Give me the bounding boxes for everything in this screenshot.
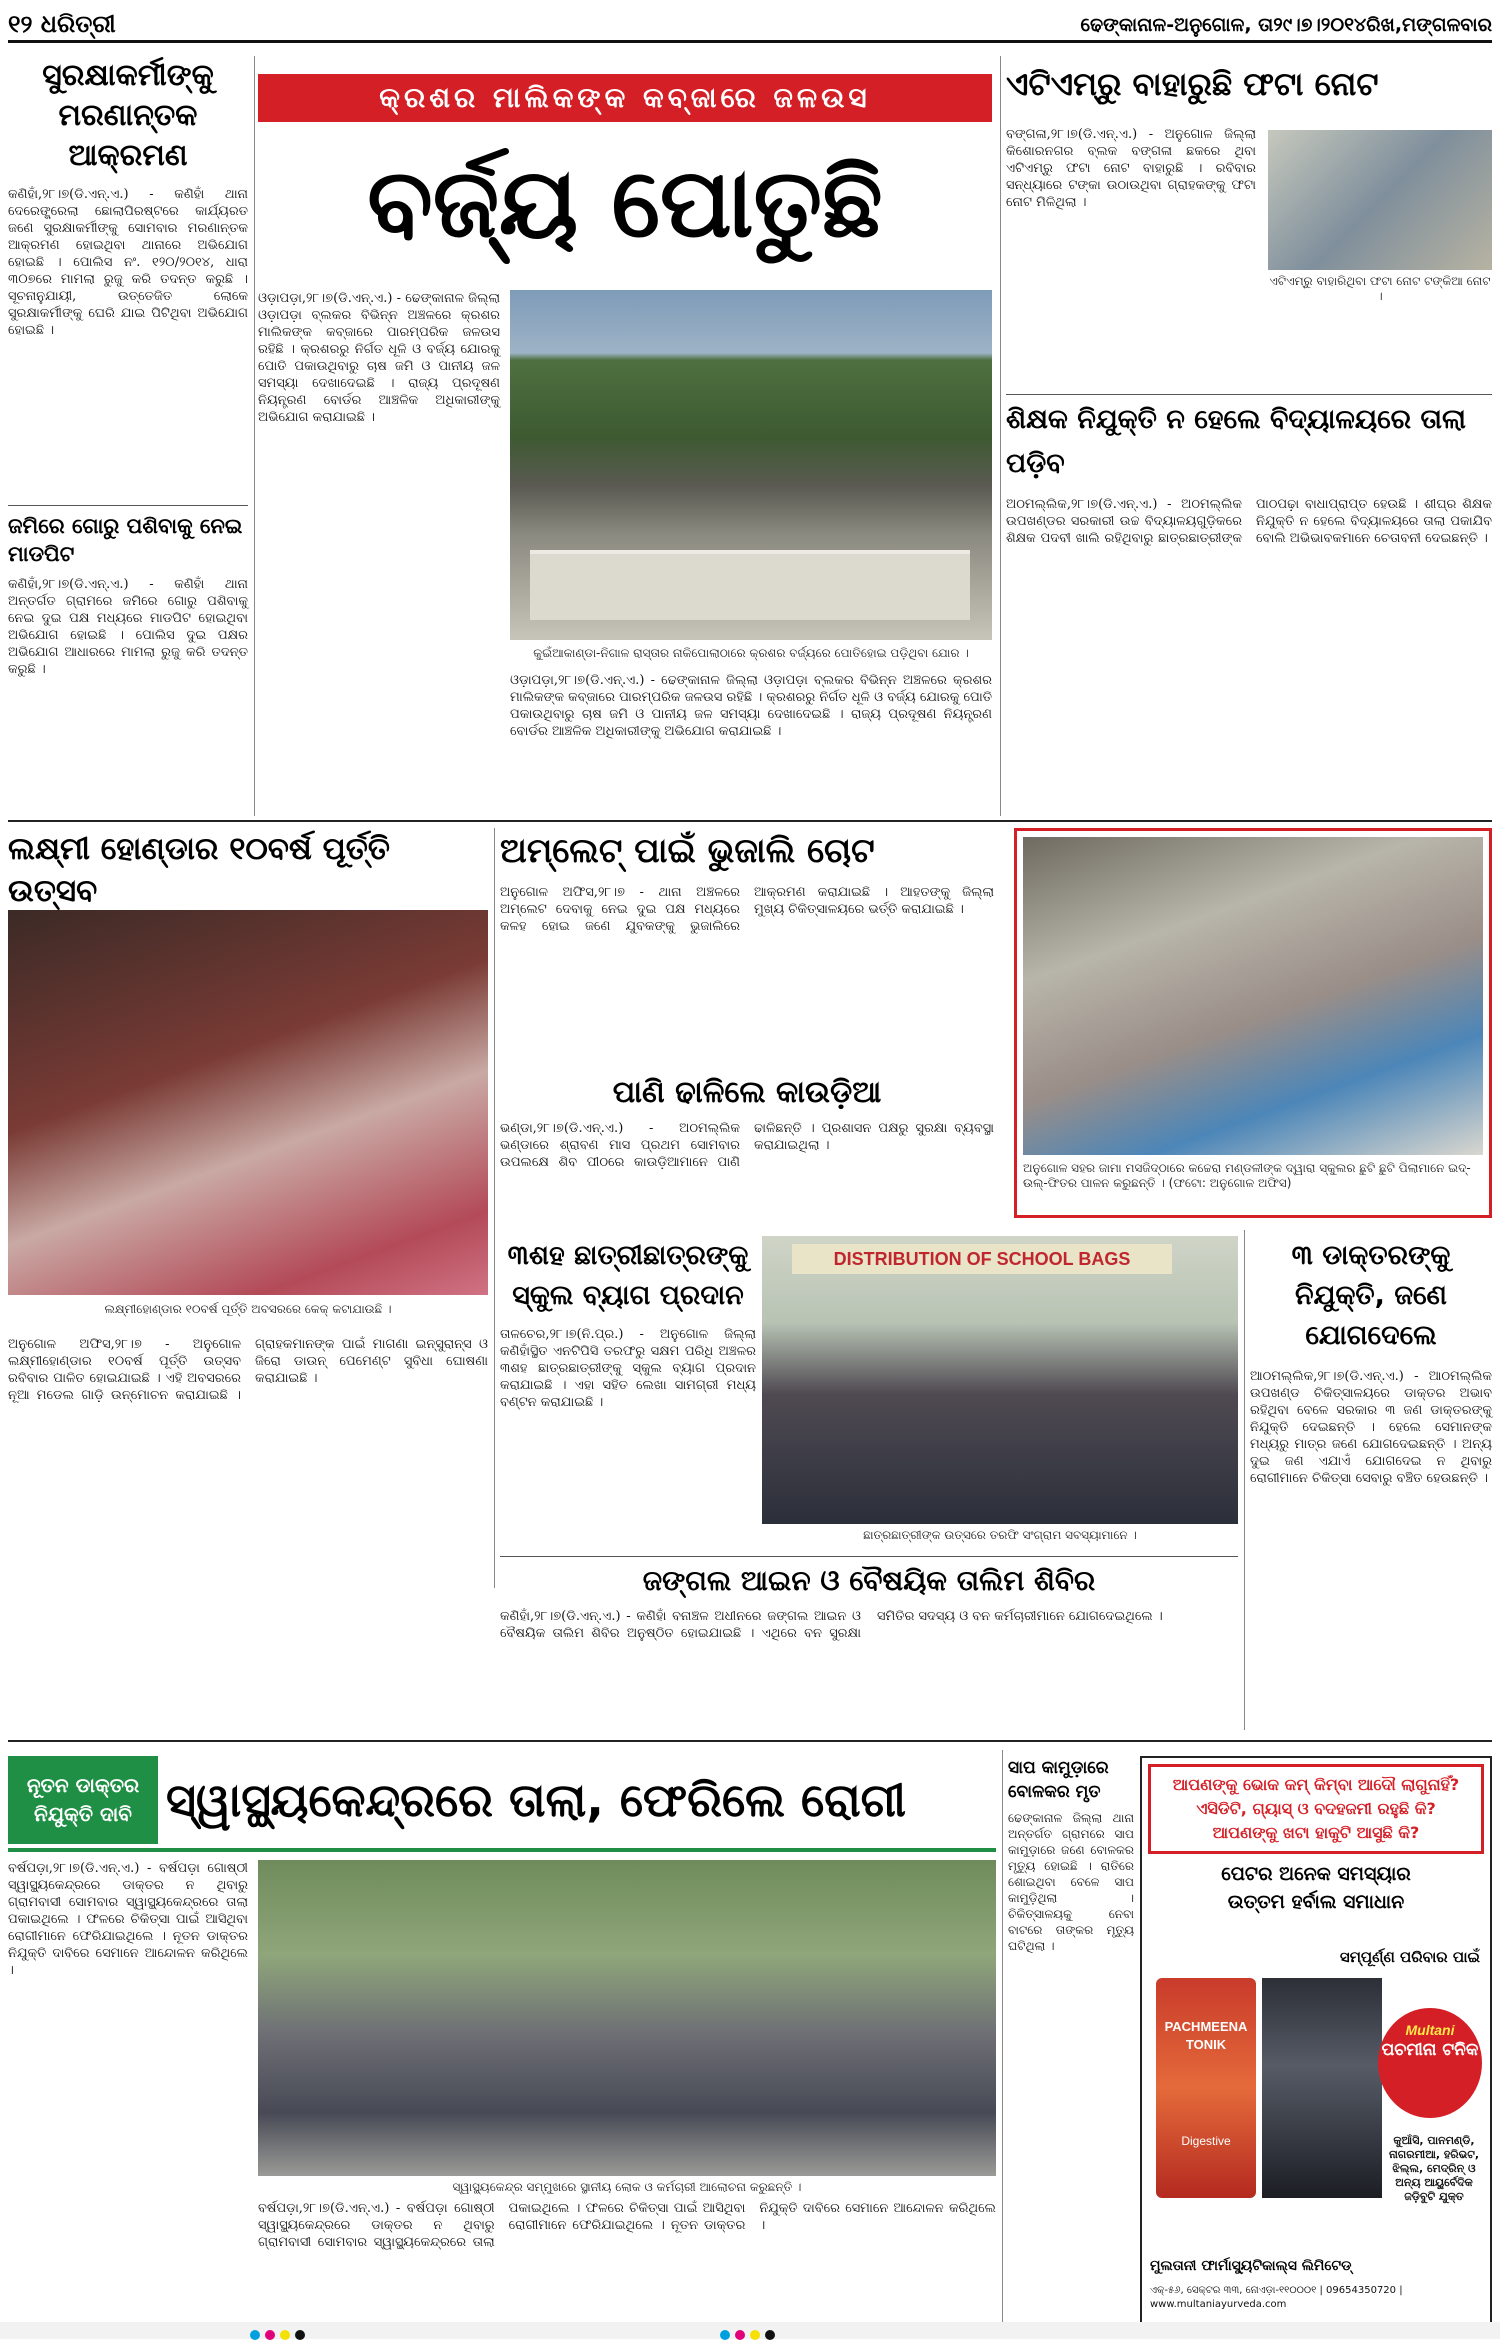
schoolbag-banner: DISTRIBUTION OF SCHOOL BAGS bbox=[792, 1244, 1172, 1274]
body-text: ଅଠମଲ୍ଲିକ,୨୮।୭(ଡି.ଏନ୍.ଏ.) - ଅଠମଲ୍ଲିକ ଉପଖଣ୍ଡର ସରକାରୀ ଉଚ୍ଚ ବିଦ୍ୟାଳୟଗୁଡ଼ିକରେ ଶିକ୍ଷକ ପଦବୀ ଖାଲି ରହିଥିବାରୁ ଛାତ୍ରଛାତ୍ରୀଙ୍କ ପାଠପଢ଼ା ବାଧାପ୍ରାପ୍ତ ହେଉଛି । ଶୀଘ୍ର ଶିକ୍ଷକ ନିଯୁକ୍ତି ନ ହେଲେ ବିଦ୍ୟାଳୟରେ ତାଲା ପକାଯିବ ବୋଲି ଅଭିଭାବକମାନେ ଚେତାବନୀ ଦେଇଛନ୍ତି । bbox=[1006, 497, 1492, 546]
bridge-railing bbox=[530, 550, 970, 620]
ad-question-band: ଆପଣଙ୍କୁ ଭୋକ କମ୍ କିମ୍ବା ଆଦୌ ଲାଗୁନାହିଁ? ଏସିଡିଟି, ଗ୍ୟାସ୍ ଓ ବଦହଜମୀ ରହୁଛି କି? ଆପଣଙ୍କୁ ଖଟା ହାକୁଟି ଆସୁଛି କି? bbox=[1148, 1764, 1484, 1854]
main-body-cont: ଓଡ଼ାପଡ଼ା,୨୮।୭(ଡି.ଏନ୍.ଏ.) - ଢେଙ୍କାନାଳ ଜିଲ୍ଲା ଓଡ଼ାପଡ଼ା ବ୍ଲକର ବିଭିନ୍ନ ଅଞ୍ଚଳରେ କ୍ରଶର ମାଲିକଙ୍କ କବ୍ଜାରେ ପାରମ୍ପରିକ ଜଳଉସ ରହିଛି । କ୍ରଶରରୁ ନିର୍ଗତ ଧୂଳି ଓ ବର୍ଜ୍ୟ ଯୋରକୁ ପୋତି ପକାଉଥିବାରୁ ଚାଷ ଜମି ଓ ପାନୀୟ ଜଳ ସମସ୍ୟା ଦେଖାଦେଇଛି । ରାଜ୍ୟ ପ୍ରଦୂଷଣ ନିୟନ୍ତ୍ରଣ ବୋର୍ଡର ଆଞ୍ଚଳିକ ଅଧିକାରୀଙ୍କୁ ଅଭିଯୋଗ କରାଯାଇଛି । bbox=[510, 673, 992, 739]
ad-line2: ଉତ୍ତମ ହର୍ବାଲ ସମାଧାନ bbox=[1227, 1891, 1405, 1913]
atm-notes-photo bbox=[1268, 130, 1492, 270]
registration-marks bbox=[250, 2325, 305, 2344]
health-body-cont: ବର୍ଷପଡ଼ା,୨୮।୭(ଡି.ଏନ୍.ଏ.) - ବର୍ଷପଡ଼ା ଗୋଷ୍ଠୀ ସ୍ୱାସ୍ଥ୍ୟକେନ୍ଦ୍ରରେ ଡାକ୍ତର ନ ଥିବାରୁ ଗ୍ରାମବାସୀ ସୋମବାର ସ୍ୱାସ୍ଥ୍ୟକେନ୍ଦ୍ରରେ ତାଲା ପକାଇଥିଲେ । ଫଳରେ ଚିକିତ୍ସା ପାଇଁ ଆସିଥିବା ରୋଗୀମାନେ ଫେରିଯାଇଥିଲେ । ନୂତନ ଡାକ୍ତର ନିଯୁକ୍ତି ଦାବିରେ ସେମାନେ ଆନ୍ଦୋଳନ କରିଥିଲେ । bbox=[258, 2201, 996, 2250]
header-rule bbox=[8, 40, 1492, 43]
main-headline: ବର୍ଜ୍ୟ ପୋତୁଛି bbox=[367, 146, 883, 259]
ad-multani bbox=[1140, 1756, 1492, 2336]
headline: ଜମିରେ ଗୋରୁ ପଶିବାକୁ ନେଇ ମାଡପିଟ bbox=[8, 514, 243, 566]
headline: ପାଣି ଢାଳିଲେ କାଉଡ଼ିଆ bbox=[612, 1075, 882, 1110]
headline: ଅମ୍ଲେଟ୍ ପାଇଁ ଭୁଜାଲି ଚୋଟ bbox=[500, 831, 875, 871]
ad-family: ସମ୍ପୂର୍ଣ୍ଣ ପରିବାର ପାଇଁ bbox=[1339, 1948, 1480, 1966]
edition-line: ଢେଙ୍କାନାଳ-ଅନୁଗୋଳ, ତା୨୯।୭।୨୦୧୪ରିଖ,ମଙ୍ଗଳବାର bbox=[1080, 14, 1492, 36]
main-kicker: କ୍ରଶର ମାଲିକଙ୍କ କବ୍ଜାରେ ଜଳଉସ bbox=[379, 81, 871, 114]
page-number: ୧୨ ଧରିତ୍ରୀ bbox=[8, 10, 116, 38]
main-kicker-band bbox=[258, 74, 992, 122]
story-forest-training bbox=[500, 1560, 1238, 1730]
honda-cake-photo bbox=[8, 910, 488, 1295]
body-text: କଣିହାଁ,୨୮।୭(ଡି.ଏନ୍.ଏ.) - କଣିହାଁ ଥାନା ଦେରେଙ୍ଗ୍ରେଲା ଛୋଲାପିରଷ୍ଟରେ କାର୍ଯ୍ୟରତ ଜଣେ ସୁରକ୍ଷାକର୍ମୀଙ୍କୁ ସୋମବାର ମରଣାନ୍ତକ ଆକ୍ରମଣ ହୋଇଥିବା ଥାନାରେ ଅଭିଯୋଗ ହୋଇଛି । ପୋଲିସ ନଂ. ୧୨୦/୨୦୧୪, ଧାରା ୩୦୭ରେ ମାମଲା ରୁଜୁ କରି ତଦନ୍ତ କରୁଛି । ସୂଚନାନୁଯାୟୀ, ଉତ୍ତେଜିତ ଲୋକେ ସୁରକ୍ଷାକର୍ମୀଙ୍କୁ ଘେରି ଯାଇ ପିଟିଥିବା ଅଭିଯୋଗ ହୋଇଛି । bbox=[8, 187, 248, 338]
health-tag: ନୂତନ ଡାକ୍ତର ନିଯୁକ୍ତି ଦାବି bbox=[8, 1756, 158, 1844]
body-text: ଆଠମଲ୍ଲିକ,୨୮।୭(ଡି.ଏନ୍.ଏ.) - ଆଠମଲ୍ଲିକ ଉପଖଣ୍ଡ ଚିକିତ୍ସାଳୟରେ ଡାକ୍ତର ଅଭାବ ରହିଥିବା ବେଳେ ସରକାର ୩ ଜଣ ଡାକ୍ତରଙ୍କୁ ନିଯୁକ୍ତି ଦେଇଛନ୍ତି । ହେଲେ ସେମାନଙ୍କ ମଧ୍ୟରୁ ମାତ୍ର ଜଣେ ଯୋଗଦେଇଛନ୍ତି । ଅନ୍ୟ ଦୁଇ ଜଣ ଏଯାଏଁ ଯୋଗଦେଇ ନ ଥିବାରୁ ରୋଗୀମାନେ ଚିକିତ୍ସା ସେବାରୁ ବଞ୍ଚିତ ହେଉଛନ୍ତି । bbox=[1250, 1369, 1492, 1486]
body-text: ତାଳଚେର,୨୮।୭(ନି.ପ୍ର.) - ଅନୁଗୋଳ ଜିଲ୍ଲା କଣିହାଁସ୍ଥିତ ଏନଟିପିସି ତରଫରୁ ସକ୍ଷମ ପରିଧି ଅଞ୍ଚଳର ୩ଶହ ଛାତ୍ରଛାତ୍ରୀଙ୍କୁ ସ୍କୁଲ ବ୍ୟାଗ ପ୍ରଦାନ କରାଯାଇଛି । ଏହା ସହିତ ଲେଖା ସାମଗ୍ରୀ ମଧ୍ୟ ବଣ୍ଟନ କରାଯାଇଛି । bbox=[500, 1327, 756, 1410]
story-omelette bbox=[500, 828, 994, 1068]
ad-model-photo bbox=[1262, 1978, 1382, 2198]
story-cattle-clash bbox=[8, 512, 248, 812]
health-headline: ସ୍ୱାସ୍ଥ୍ୟକେନ୍ଦ୍ରରେ ତାଲା, ଫେରିଲେ ରୋଗୀ bbox=[166, 1773, 907, 1827]
ad-line1: ପେଟର ଅନେକ ସମସ୍ୟାର bbox=[1221, 1863, 1411, 1885]
health-photo bbox=[258, 1860, 996, 2176]
ad-contact: ଏକ୍-୫୬, ସେକ୍ଟର ୩୩, ନୋଏଡ଼ା-୧୧୦୦୦୧ | 09654350720 | www.multaniayurveda.com bbox=[1150, 2285, 1403, 2310]
headline: ୩ ଡାକ୍ତରଙ୍କୁ ନିଯୁକ୍ତି, ଜଣେ ଯୋଗଦେଲେ bbox=[1291, 1240, 1451, 1351]
ad-company: ମୁଲତାନୀ ଫାର୍ମାସ୍ୟୁଟିକାଲ୍ସ ଲିମିଟେଡ୍ bbox=[1150, 2258, 1352, 2274]
headline: ଲକ୍ଷ୍ମୀ ହୋଣ୍ଡାର ୧୦ବର୍ଷ ପୂର୍ତ୍ତି ଉତ୍ସବ bbox=[8, 831, 390, 909]
main-photo-quarry bbox=[510, 290, 992, 640]
product-bottle: PACHMEENA TONIK Digestive bbox=[1156, 1978, 1256, 2198]
headline: ଏଟିଏମ୍‌ରୁ ବାହାରୁଛି ଫଟା ନୋଟ bbox=[1006, 65, 1379, 103]
honda-photo-caption: ଲକ୍ଷ୍ମୀହୋଣ୍ଡାର ୧୦ବର୍ଷ ପୂର୍ତ୍ତି ଅବସରରେ କେକ୍ କଟାଯାଉଛି । bbox=[104, 1302, 392, 1316]
children-photo-box bbox=[1014, 828, 1492, 1218]
body-text: କଣିହାଁ,୨୮।୭(ଡି.ଏନ୍.ଏ.) - କଣିହାଁ ବନାଞ୍ଚଳ ଅଧୀନରେ ଜଙ୍ଗଲ ଆଇନ ଓ ବୈଷୟିକ ତାଲିମ ଶିବିର ଅନୁଷ୍ଠିତ ହୋଇଯାଇଛି । ଏଥିରେ ବନ ସୁରକ୍ଷା ସମିତିର ସଦସ୍ୟ ଓ ବନ କର୍ମଚାରୀମାନେ ଯୋଗଦେଇଥିଲେ । bbox=[500, 1609, 1163, 1641]
headline: ସୁରକ୍ଷାକର୍ମୀଙ୍କୁ ମରଣାନ୍ତକ ଆକ୍ରମଣ bbox=[42, 58, 214, 173]
ad-ingredients: କୁଆଁସି, ପାନମଣ୍ଡି, ନାଗରମୀଆ, ହରିଭଟ, ଝିଲ୍ଲ, ମେଦ୍‌ରିନ୍ ଓ ଅନ୍ୟ ଆୟୁର୍ବେଦିକ ଜଡ଼ିବୁଟି ଯୁକ୍ତ bbox=[1388, 2134, 1480, 2203]
health-photo-caption: ସ୍ୱାସ୍ଥ୍ୟକେନ୍ଦ୍ର ସମ୍ମୁଖରେ ସ୍ଥାନୀୟ ଲୋକ ଓ କର୍ମଚାରୀ ଆଲୋଚନା କରୁଛନ୍ତି । bbox=[452, 2180, 802, 2194]
registration-marks-right bbox=[720, 2325, 775, 2344]
schoolbag-caption: ଛାତ୍ରଛାତ୍ରୀଙ୍କ ଉତ୍ସରେ ତରଫି ସଂଗ୍ରାମ ସବସ୍ୟାମାନେ । bbox=[863, 1528, 1137, 1542]
health-body-left: ବର୍ଷପଡ଼ା,୨୮।୭(ଡି.ଏନ୍.ଏ.) - ବର୍ଷପଡ଼ା ଗୋଷ୍ଠୀ ସ୍ୱାସ୍ଥ୍ୟକେନ୍ଦ୍ରରେ ଡାକ୍ତର ନ ଥିବାରୁ ଗ୍ରାମବାସୀ ସୋମବାର ସ୍ୱାସ୍ଥ୍ୟକେନ୍ଦ୍ରରେ ତାଲା ପକାଇଥିଲେ । ଫଳରେ ଚିକିତ୍ସା ପାଇଁ ଆସିଥିବା ରୋଗୀମାନେ ଫେରିଯାଇଥିଲେ । ନୂତନ ଡାକ୍ତର ନିଯୁକ୍ତି ଦାବିରେ ସେମାନେ ଆନ୍ଦୋଳନ କରିଥିଲେ । bbox=[8, 1861, 248, 1978]
body-text: ବଙ୍ଗଳା,୨୮।୭(ଡି.ଏନ୍.ଏ.) - ଅନୁଗୋଳ ଜିଲ୍ଲା କିଶୋରନଗର ବ୍ଲକ ବଙ୍ଗଳା ଛକରେ ଥିବା ଏଟିଏମ୍‌ରୁ ଫଟା ନୋଟ ବାହାରୁଛି । ରବିବାର ସନ୍ଧ୍ୟାରେ ଟଙ୍କା ଉଠାଉଥିବା ଗ୍ରାହକଙ୍କୁ ଫଟା ନୋଟ ମିଳିଥିଲା । bbox=[1006, 127, 1256, 210]
story-teacher bbox=[1006, 398, 1492, 816]
main-body-left: ଓଡ଼ାପଡ଼ା,୨୮।୭(ଡି.ଏନ୍.ଏ.) - ଢେଙ୍କାନାଳ ଜିଲ୍ଲା ଓଡ଼ାପଡ଼ା ବ୍ଲକର ବିଭିନ୍ନ ଅଞ୍ଚଳରେ କ୍ରଶର ମାଲିକଙ୍କ କବ୍ଜାରେ ପାରମ୍ପରିକ ଜଳଉସ ରହିଛି । କ୍ରଶରରୁ ନିର୍ଗତ ଧୂଳି ଓ ବର୍ଜ୍ୟ ଯୋରକୁ ପୋତି ପକାଉଥିବାରୁ ଚାଷ ଜମି ଓ ପାନୀୟ ଜଳ ସମସ୍ୟା ଦେଖାଦେଇଛି । ରାଜ୍ୟ ପ୍ରଦୂଷଣ ନିୟନ୍ତ୍ରଣ ବୋର୍ଡର ଆଞ୍ଚଳିକ ଅଧିକାରୀଙ୍କୁ ଅଭିଯୋଗ କରାଯାଇଛି । bbox=[258, 291, 500, 425]
headline: ଜଙ୍ଗଲ ଆଇନ ଓ ବୈଷୟିକ ତାଲିମ ଶିବିର bbox=[642, 1564, 1096, 1597]
story-security-attack bbox=[8, 56, 248, 496]
headline: ୩ଶହ ଛାତ୍ରୀଛାତ୍ରଙ୍କୁ ସ୍କୁଲ ବ୍ୟାଗ ପ୍ରଦାନ bbox=[507, 1240, 749, 1311]
main-photo-caption: କୁଇଁଆକାଣ୍ଡା-ନିଗାଳ ରାସ୍ତାର ନାକିପୋଲାଠାରେ କ୍ରଶର ବର୍ଜ୍ୟରେ ପୋତିହୋଇ ପଡ଼ିଥିବା ଯୋର । bbox=[533, 646, 969, 660]
footer-strip bbox=[0, 2322, 1500, 2339]
story-snakebite bbox=[1008, 1756, 1134, 2330]
children-photo-caption: ଅନୁଗୋଳ ସହର ଜାମା ମସଜିଦ୍‌ଠାରେ କଚ୍ଚେରା ମଣ୍ଡଳୀଙ୍କ ଦ୍ୱାରା ସ୍କୁଲର ଛୁଟି ଛୁଟି ପିଲାମାନେ ଇଦ୍-ଉଲ୍-ଫିତର ପାଳନ କରୁଛନ୍ତି । (ଫଟୋ: ଅନୁଗୋଳ ଅଫିସ) bbox=[1023, 1161, 1471, 1190]
page-header bbox=[8, 6, 1492, 40]
honda-body: ଅନୁଗୋଳ ଅଫିସ,୨୮।୭ - ଅନୁଗୋଳ ଲକ୍ଷ୍ମୀହୋଣ୍ଡାର ୧୦ବର୍ଷ ପୂର୍ତ୍ତି ଉତ୍ସବ ରବିବାର ପାଳିତ ହୋଇଯାଇଛି । ଏହି ଅବସରରେ ନୂଆ ମଡେଲ ଗାଡ଼ି ଉନ୍ମୋଚନ କରାଯାଇଛି । ଗ୍ରାହକମାନଙ୍କ ପାଇଁ ମାଗଣା ଇନ୍‌ସୁରାନ୍ସ ଓ ଜିରୋ ଡାଉନ୍ ପେମେଣ୍ଟ ସୁବିଧା ଘୋଷଣା କରାଯାଇଛି । bbox=[8, 1337, 488, 1403]
body-text: ଅନୁଗୋଳ ଅଫିସ,୨୮।୭ - ଥାନା ଅଞ୍ଚଳରେ ଅମ୍ଲେଟ ଦେବାକୁ ନେଇ ଦୁଇ ପକ୍ଷ ମଧ୍ୟରେ କଳହ ହୋଇ ଜଣେ ଯୁବକଙ୍କୁ ଭୁଜାଲିରେ ଆକ୍ରମଣ କରାଯାଇଛି । ଆହତଙ୍କୁ ଜିଲ୍ଲା ମୁଖ୍ୟ ଚିକିତ୍ସାଳୟରେ ଭର୍ତ୍ତି କରାଯାଇଛି । bbox=[500, 885, 994, 934]
body-text: ଭଣ୍ଡା,୨୮।୭(ଡି.ଏନ୍.ଏ.) - ଅଠମଲ୍ଲିକ ଭଣ୍ଡାରେ ଶ୍ରାବଣ ମାସ ପ୍ରଥମ ସୋମବାର ଉପଲକ୍ଷେ ଶିବ ପୀଠରେ କାଉଡ଼ିଆମାନେ ପାଣି ଢାଳିଛନ୍ତି । ପ୍ରଶାସନ ପକ୍ଷରୁ ସୁରକ୍ଷା ବ୍ୟବସ୍ଥା କରାଯାଇଥିଲା । bbox=[500, 1121, 994, 1170]
story-schoolbag bbox=[500, 1236, 756, 1566]
story-doctor bbox=[1250, 1236, 1492, 1726]
story-atm bbox=[1006, 60, 1492, 390]
headline: ସାପ କାମୁଡ଼ାରେ ବୋଳକର ମୃତ bbox=[1008, 1758, 1109, 1802]
atm-photo-caption: ଏଟିଏମ୍‌ରୁ ବାହାରିଥିବା ଫଟା ନୋଟ ଟଙ୍କିଆ ନୋଟ । bbox=[1269, 274, 1491, 303]
children-photo bbox=[1023, 837, 1483, 1155]
body-text: ଢେଙ୍କାନାଳ ଜିଲ୍ଲା ଥାନା ଅନ୍ତର୍ଗତ ଗ୍ରାମରେ ସାପ କାମୁଡ଼ାରେ ଜଣେ ବୋଳକର ମୃତ୍ୟୁ ହୋଇଛି । ରାତିରେ ଶୋଇଥିବା ବେଳେ ସାପ କାମୁଡ଼ିଥିଲା । ଚିକିତ୍ସାଳୟକୁ ନେବା ବାଟରେ ତାଙ୍କର ମୃତ୍ୟୁ ଘଟିଥିଲା । bbox=[1008, 1811, 1134, 1953]
schoolbag-photo bbox=[762, 1236, 1238, 1524]
body-text: କଣିହାଁ,୨୮।୭(ଡି.ଏନ୍.ଏ.) - କଣିହାଁ ଥାନା ଅନ୍ତର୍ଗତ ଗ୍ରାମରେ ଜମିରେ ଗୋରୁ ପଶିବାକୁ ନେଇ ଦୁଇ ପକ୍ଷ ମଧ୍ୟରେ ମାଡପିଟ ହୋଇଥିବା ଅଭିଯୋଗ ହୋଇଛି । ପୋଲିସ ଦୁଇ ପକ୍ଷର ଅଭିଯୋଗ ଆଧାରରେ ମାମଲା ରୁଜୁ କରି ତଦନ୍ତ କରୁଛି । bbox=[8, 577, 248, 677]
ad-brand-badge: Multani ପଚମୀନା ଟନିକ bbox=[1378, 2008, 1482, 2118]
story-kaudia bbox=[500, 1072, 994, 1232]
headline: ଶିକ୍ଷକ ନିଯୁକ୍ତି ନ ହେଲେ ବିଦ୍ୟାଳୟରେ ତାଲା ପଡ଼ିବ bbox=[1006, 404, 1466, 479]
story-honda bbox=[8, 828, 488, 1328]
